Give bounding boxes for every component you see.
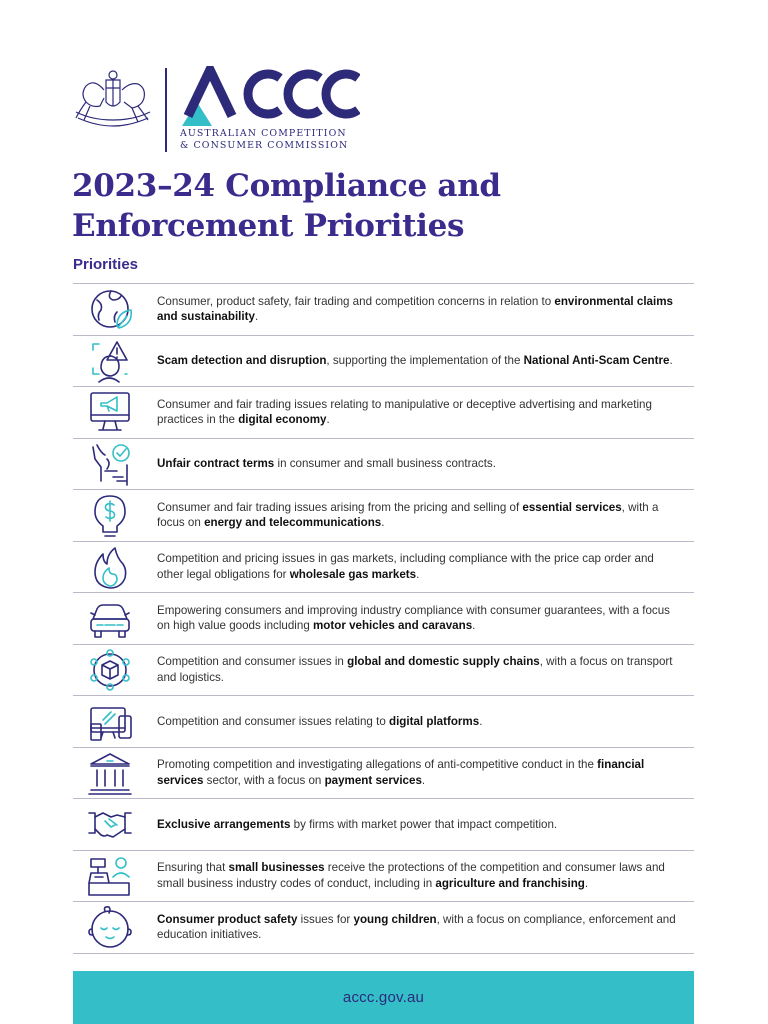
priority-text bbox=[157, 397, 694, 428]
priority-text-segment: , with a focus on transport and logistics. bbox=[157, 655, 673, 684]
priority-text bbox=[157, 294, 694, 325]
car-icon bbox=[73, 593, 157, 644]
priority-highlight: digital platforms bbox=[389, 714, 480, 728]
priority-highlight: digital economy bbox=[238, 413, 327, 427]
priority-text-segment: . bbox=[472, 619, 476, 633]
priority-row bbox=[73, 645, 694, 697]
priority-row bbox=[73, 542, 694, 594]
accc-logo bbox=[180, 66, 360, 128]
priority-row bbox=[73, 387, 694, 439]
scam-alert-icon bbox=[73, 335, 157, 386]
priority-highlight: energy and telecommunications bbox=[204, 516, 382, 530]
priority-text bbox=[157, 912, 694, 943]
priority-text-segment: Promoting competition and investigating allegations of anti-competitive conduct in the bbox=[157, 758, 598, 772]
priority-text-segment: receive the protections of the competition and consumer laws and small business industry codes of conduct, including in bbox=[157, 861, 665, 890]
signing-contract-icon bbox=[73, 438, 157, 489]
page-title bbox=[72, 166, 692, 246]
priority-text-segment: , with a focus on compliance, enforcement and education initiatives. bbox=[157, 912, 676, 942]
bank-building-icon bbox=[73, 747, 157, 798]
priority-text bbox=[157, 603, 694, 634]
priority-highlight: small businesses bbox=[228, 861, 325, 875]
priority-highlight: essential services bbox=[522, 500, 622, 514]
priority-highlight: global and domestic supply chains bbox=[347, 655, 540, 669]
divider bbox=[165, 68, 167, 152]
devices-icon bbox=[73, 696, 157, 747]
priority-text bbox=[157, 654, 694, 685]
baby-face-icon bbox=[73, 902, 157, 953]
priority-text bbox=[157, 757, 694, 788]
priority-text-segment: Ensuring that bbox=[157, 861, 229, 875]
header bbox=[72, 64, 372, 156]
priority-text-segment: Empowering consumers and improving industry compliance with consumer guarantees, with a focus on high value goods including bbox=[157, 603, 670, 633]
priority-highlight: Unfair contract terms bbox=[157, 457, 275, 470]
priority-highlight: agriculture and franchising bbox=[435, 876, 585, 890]
priority-text bbox=[157, 353, 685, 369]
page-title-line2: Enforcement Priorities bbox=[72, 208, 465, 244]
priority-highlight: Exclusive arrangements bbox=[157, 817, 291, 831]
handshake-icon bbox=[73, 799, 157, 850]
priority-text-segment: issues for bbox=[297, 912, 354, 926]
priority-text-segment: . bbox=[381, 516, 385, 530]
priority-text-segment: , with a focus on bbox=[157, 500, 659, 530]
priority-text-segment: Consumer and fair trading issues relating to manipulative or deceptive advertising and marketing practices in the bbox=[157, 397, 652, 427]
priority-highlight: young children bbox=[353, 912, 437, 926]
priority-row bbox=[73, 696, 694, 748]
priority-text bbox=[157, 860, 694, 891]
lightbulb-dollar-icon bbox=[73, 490, 157, 541]
gas-flame-icon bbox=[73, 541, 157, 592]
footer-bar bbox=[73, 971, 694, 1024]
footer-url-link[interactable]: accc.gov.au bbox=[342, 989, 425, 1006]
priority-highlight: motor vehicles and caravans bbox=[313, 619, 473, 633]
priority-text-segment: . bbox=[479, 714, 483, 728]
priority-text-segment: . bbox=[326, 413, 330, 427]
priority-row bbox=[73, 748, 694, 800]
priority-row bbox=[73, 439, 694, 491]
priority-text-segment: Consumer, product safety, fair trading and competition concerns in relation to bbox=[157, 294, 555, 308]
priority-highlight: financial services bbox=[157, 758, 645, 787]
priority-text-segment: in consumer and small business contracts. bbox=[274, 457, 496, 470]
accc-subtitle-line1: AUSTRALIAN COMPETITION bbox=[180, 128, 347, 139]
accc-subtitle-line2: & CONSUMER COMMISSION bbox=[180, 139, 349, 151]
priority-text-segment: Competition and pricing issues in gas markets, including compliance with the price cap order and other legal obligations for bbox=[157, 552, 654, 581]
priority-text-segment: . bbox=[421, 773, 426, 787]
priority-highlight: National Anti-Scam Centre bbox=[523, 354, 670, 367]
priority-row bbox=[73, 284, 694, 336]
priority-list bbox=[73, 283, 694, 954]
priority-highlight: payment services bbox=[324, 773, 422, 787]
shopkeeper-register-icon bbox=[73, 850, 157, 901]
priority-text-segment: Competition and consumer issues relating to bbox=[157, 714, 389, 728]
priority-text bbox=[157, 817, 569, 833]
priority-text-segment: Consumer and fair trading issues arising from the pricing and selling of bbox=[157, 500, 523, 514]
priority-text-segment: . bbox=[254, 310, 259, 324]
priority-highlight: Scam detection and disruption bbox=[157, 354, 327, 367]
priority-highlight: wholesale gas markets bbox=[289, 567, 417, 581]
priority-row bbox=[73, 851, 694, 903]
priority-highlight: Consumer product safety bbox=[157, 912, 298, 926]
monitor-megaphone-icon bbox=[73, 387, 157, 438]
priority-row bbox=[73, 799, 694, 851]
supply-chain-icon bbox=[73, 644, 157, 695]
priority-text bbox=[157, 456, 508, 472]
accc-subtitle bbox=[180, 128, 348, 151]
priority-text-segment: . bbox=[584, 876, 589, 890]
page-title-line1: 2023–24 Compliance and bbox=[72, 168, 501, 204]
priority-text-segment: , supporting the implementation of the bbox=[326, 354, 524, 367]
priority-row bbox=[73, 336, 694, 388]
priority-row bbox=[73, 593, 694, 645]
priority-text-segment: by firms with market power that impact competition. bbox=[290, 817, 558, 831]
priority-text-segment: sector, with a focus on bbox=[203, 773, 325, 787]
coat-of-arms-icon bbox=[72, 68, 154, 128]
priority-text-segment: . bbox=[416, 567, 420, 581]
priority-text bbox=[157, 714, 494, 730]
priority-text bbox=[157, 551, 694, 582]
section-label: Priorities bbox=[73, 256, 139, 273]
globe-leaf-icon bbox=[73, 284, 157, 335]
priority-row bbox=[73, 902, 694, 954]
priority-row bbox=[73, 490, 694, 542]
priority-text-segment: . bbox=[669, 354, 673, 367]
priority-text bbox=[157, 500, 694, 531]
priority-text-segment: Competition and consumer issues in bbox=[157, 655, 348, 669]
priority-highlight: environmental claims and sustainability bbox=[157, 294, 673, 324]
